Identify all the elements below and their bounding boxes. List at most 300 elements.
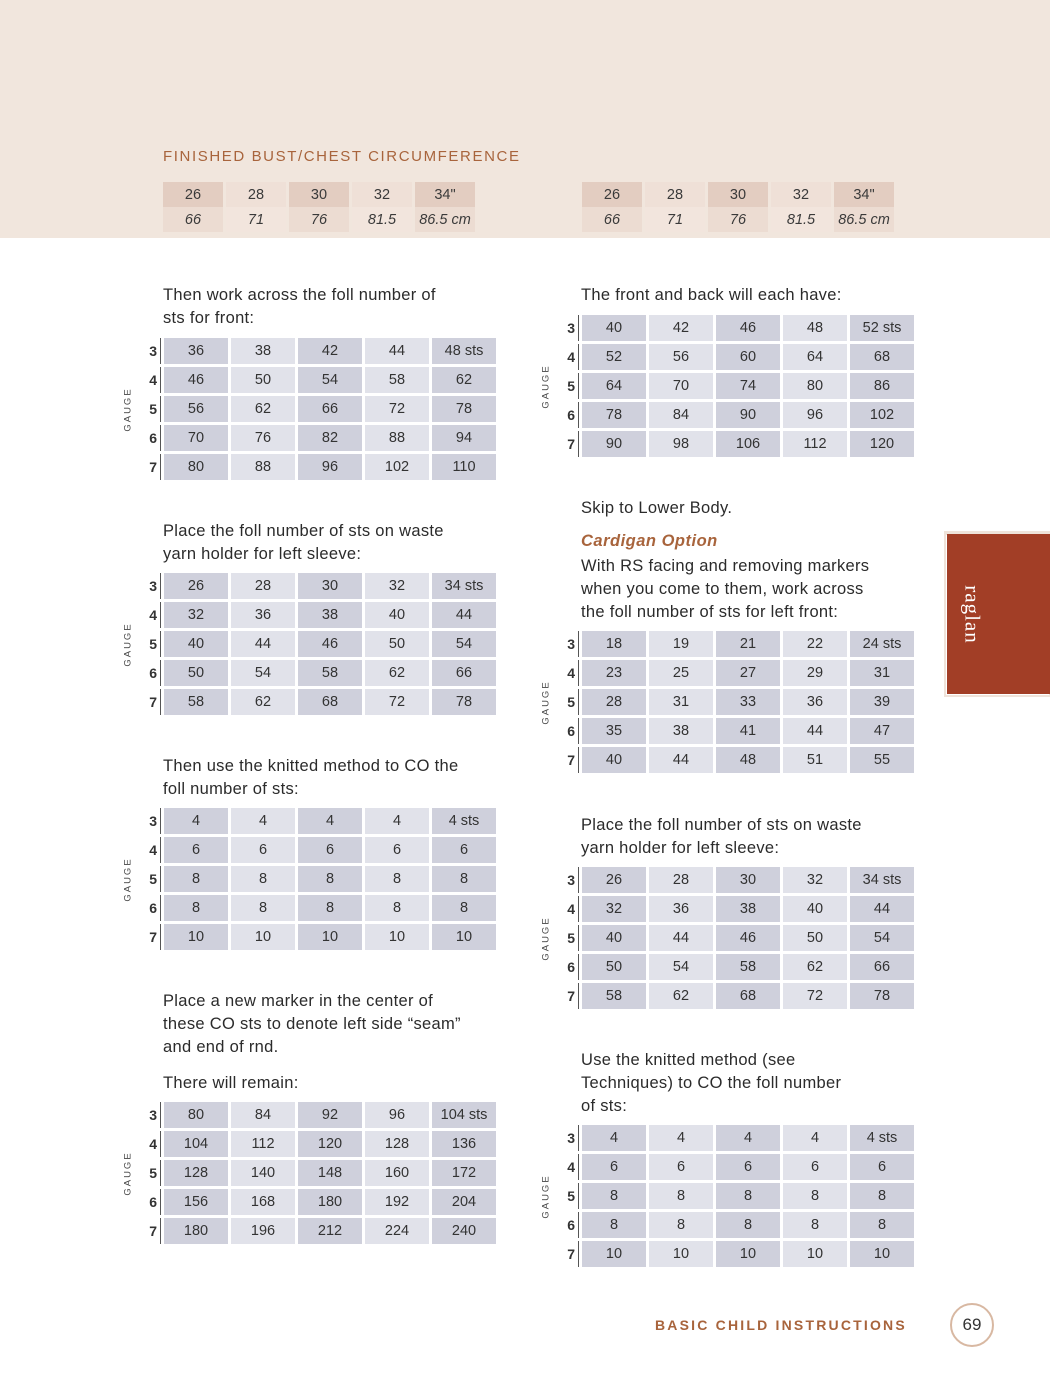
gauge-number: 7 xyxy=(139,689,161,715)
table-cell: 80 xyxy=(164,1102,228,1128)
table-row xyxy=(557,660,914,686)
table-cell: 50 xyxy=(582,954,646,980)
table-cell: 33 xyxy=(716,689,780,715)
size-in: 32 xyxy=(352,182,412,207)
table-cell: 10 xyxy=(298,924,362,950)
text-line: sts for front: xyxy=(163,309,255,327)
table-cell: 110 xyxy=(432,454,496,480)
table-cell: 44 xyxy=(783,718,847,744)
table-cell: 54 xyxy=(298,367,362,393)
gauge-number: 5 xyxy=(139,1160,161,1186)
text-line: yarn holder for left sleeve: xyxy=(163,545,362,563)
table-cell: 64 xyxy=(582,373,646,399)
size-in: 30 xyxy=(708,182,768,207)
table-cell: 25 xyxy=(649,660,713,686)
gauge-number: 4 xyxy=(557,1154,579,1180)
table-cell: 32 xyxy=(783,867,847,893)
gauge-number: 7 xyxy=(557,983,579,1009)
page-number: 69 xyxy=(950,1303,994,1347)
table-cell: 40 xyxy=(582,315,646,341)
table-cell: 6 xyxy=(432,837,496,863)
table-cell: 42 xyxy=(649,315,713,341)
gauge-number: 6 xyxy=(557,1212,579,1238)
table-cell: 46 xyxy=(164,367,228,393)
table-cell: 58 xyxy=(582,983,646,1009)
table-row xyxy=(139,338,496,364)
gauge-number: 7 xyxy=(557,747,579,773)
gauge-table xyxy=(136,335,499,483)
text-line: Use the knitted method (see xyxy=(581,1051,796,1069)
gauge-number: 3 xyxy=(139,808,161,834)
gauge-label: GAUGE xyxy=(122,622,134,667)
gauge-number: 6 xyxy=(557,402,579,428)
table-cell: 40 xyxy=(783,896,847,922)
table-row xyxy=(557,344,914,370)
size-in: 32 xyxy=(771,182,831,207)
table-row xyxy=(139,895,496,921)
table-cell: 40 xyxy=(365,602,429,628)
table-cell: 44 xyxy=(649,925,713,951)
table-cell: 62 xyxy=(432,367,496,393)
table-cell: 8 xyxy=(783,1212,847,1238)
text-line: Then use the knitted method to CO the xyxy=(163,757,459,775)
text-line: when you come to them, work across xyxy=(581,580,864,598)
table-cell: 172 xyxy=(432,1160,496,1186)
table-cell: 35 xyxy=(582,718,646,744)
table-cell: 10 xyxy=(716,1241,780,1267)
table-cell: 94 xyxy=(432,425,496,451)
table-cell: 48 xyxy=(716,747,780,773)
table-cell: 160 xyxy=(365,1160,429,1186)
gauge-number: 3 xyxy=(557,1125,579,1151)
table-cell: 51 xyxy=(783,747,847,773)
table-cell: 23 xyxy=(582,660,646,686)
table-cell: 21 xyxy=(716,631,780,657)
instruction-text xyxy=(581,814,862,860)
table-cell: 68 xyxy=(850,344,914,370)
table-cell: 52 xyxy=(582,344,646,370)
size-header-right xyxy=(579,182,897,232)
table-cell: 62 xyxy=(231,396,295,422)
table-row xyxy=(139,866,496,892)
gauge-number: 7 xyxy=(557,1241,579,1267)
gauge-number: 3 xyxy=(139,573,161,599)
gauge-number: 5 xyxy=(139,866,161,892)
table-row xyxy=(139,367,496,393)
table-cell: 32 xyxy=(582,896,646,922)
table-cell: 92 xyxy=(298,1102,362,1128)
table-cell: 224 xyxy=(365,1218,429,1244)
table-cell: 28 xyxy=(649,867,713,893)
table-cell: 32 xyxy=(365,573,429,599)
gauge-table xyxy=(554,312,917,460)
table-cell: 38 xyxy=(298,602,362,628)
table-cell: 180 xyxy=(298,1189,362,1215)
table-cell: 32 xyxy=(164,602,228,628)
table-cell: 62 xyxy=(783,954,847,980)
table-cell: 96 xyxy=(783,402,847,428)
table-cell: 38 xyxy=(716,896,780,922)
table-row xyxy=(139,425,496,451)
size-in: 28 xyxy=(645,182,705,207)
table-cell: 4 xyxy=(298,808,362,834)
gauge-number: 4 xyxy=(139,1131,161,1157)
gauge-number: 5 xyxy=(139,396,161,422)
table-cell: 6 xyxy=(716,1154,780,1180)
table-cell: 72 xyxy=(365,689,429,715)
table-cell: 44 xyxy=(649,747,713,773)
table-row xyxy=(557,431,914,457)
size-cm: 76 xyxy=(708,207,768,232)
table-row xyxy=(139,1102,496,1128)
gauge-number: 3 xyxy=(139,1102,161,1128)
table-cell: 38 xyxy=(231,338,295,364)
size-cm: 76 xyxy=(289,207,349,232)
table-cell: 10 xyxy=(850,1241,914,1267)
table-row xyxy=(557,867,914,893)
gauge-number: 4 xyxy=(557,896,579,922)
table-cell: 8 xyxy=(850,1183,914,1209)
table-cell: 54 xyxy=(231,660,295,686)
table-cell: 10 xyxy=(582,1241,646,1267)
table-cell: 6 xyxy=(231,837,295,863)
instruction-text xyxy=(163,755,458,801)
table-cell: 66 xyxy=(850,954,914,980)
gauge-number: 6 xyxy=(139,660,161,686)
gauge-number: 6 xyxy=(139,425,161,451)
cardigan-option-heading: Cardigan Option xyxy=(581,532,718,550)
text-line: Place the foll number of sts on waste xyxy=(581,816,862,834)
table-cell: 78 xyxy=(850,983,914,1009)
size-cm: 81.5 xyxy=(352,207,412,232)
table-row xyxy=(139,573,496,599)
table-cell: 102 xyxy=(365,454,429,480)
gauge-number: 3 xyxy=(139,338,161,364)
table-cell: 96 xyxy=(298,454,362,480)
table-cell: 50 xyxy=(783,925,847,951)
gauge-table xyxy=(554,864,917,1012)
table-cell: 36 xyxy=(164,338,228,364)
table-cell: 54 xyxy=(432,631,496,657)
text-line: and end of rnd. xyxy=(163,1038,279,1056)
table-cell: 84 xyxy=(231,1102,295,1128)
table-cell: 50 xyxy=(365,631,429,657)
table-cell: 102 xyxy=(850,402,914,428)
instruction-text xyxy=(163,520,444,566)
table-row xyxy=(557,925,914,951)
size-in: 26 xyxy=(582,182,642,207)
table-cell: 44 xyxy=(850,896,914,922)
table-cell: 40 xyxy=(164,631,228,657)
table-row xyxy=(139,602,496,628)
table-cell: 6 xyxy=(365,837,429,863)
gauge-number: 5 xyxy=(557,1183,579,1209)
table-row xyxy=(139,1189,496,1215)
table-cell: 44 xyxy=(365,338,429,364)
table-cell: 8 xyxy=(164,866,228,892)
text-line: foll number of sts: xyxy=(163,780,299,798)
gauge-number: 6 xyxy=(557,718,579,744)
table-cell: 8 xyxy=(850,1212,914,1238)
gauge-number: 6 xyxy=(557,954,579,980)
text-line: With RS facing and removing markers xyxy=(581,557,870,575)
section-title: FINISHED BUST/CHEST CIRCUMFERENCE xyxy=(163,148,521,165)
gauge-label: GAUGE xyxy=(540,364,552,409)
gauge-number: 3 xyxy=(557,631,579,657)
table-cell: 48 xyxy=(783,315,847,341)
table-cell: 112 xyxy=(783,431,847,457)
table-cell: 38 xyxy=(649,718,713,744)
table-cell: 10 xyxy=(164,924,228,950)
table-row xyxy=(557,315,914,341)
instruction-text xyxy=(163,284,436,330)
table-cell: 8 xyxy=(649,1212,713,1238)
table-cell: 62 xyxy=(365,660,429,686)
table-cell: 120 xyxy=(298,1131,362,1157)
table-cell: 106 xyxy=(716,431,780,457)
gauge-label: GAUGE xyxy=(122,857,134,902)
instruction-text xyxy=(581,555,869,624)
table-cell: 55 xyxy=(850,747,914,773)
size-in: 26 xyxy=(163,182,223,207)
table-row xyxy=(139,631,496,657)
table-cell: 6 xyxy=(582,1154,646,1180)
gauge-number: 5 xyxy=(557,925,579,951)
table-cell: 128 xyxy=(164,1160,228,1186)
table-cell: 8 xyxy=(432,895,496,921)
table-cell: 112 xyxy=(231,1131,295,1157)
table-cell: 88 xyxy=(231,454,295,480)
instruction-text: The front and back will each have: xyxy=(581,286,842,304)
table-cell: 8 xyxy=(164,895,228,921)
table-cell: 10 xyxy=(231,924,295,950)
table-cell: 41 xyxy=(716,718,780,744)
table-cell: 72 xyxy=(783,983,847,1009)
table-row xyxy=(557,1241,914,1267)
text-line: of sts: xyxy=(581,1097,628,1115)
table-cell: 6 xyxy=(783,1154,847,1180)
table-cell: 62 xyxy=(649,983,713,1009)
table-cell: 62 xyxy=(231,689,295,715)
table-row xyxy=(557,896,914,922)
table-cell: 31 xyxy=(850,660,914,686)
table-cell: 204 xyxy=(432,1189,496,1215)
table-cell: 30 xyxy=(298,573,362,599)
table-row xyxy=(139,837,496,863)
table-row xyxy=(557,1212,914,1238)
table-cell: 10 xyxy=(649,1241,713,1267)
table-cell: 90 xyxy=(716,402,780,428)
size-in: 28 xyxy=(226,182,286,207)
gauge-table xyxy=(136,570,499,718)
text-line: Techniques) to CO the foll number xyxy=(581,1074,842,1092)
table-cell: 168 xyxy=(231,1189,295,1215)
table-cell: 4 xyxy=(649,1125,713,1151)
table-cell: 26 xyxy=(582,867,646,893)
footer-title: BASIC CHILD INSTRUCTIONS xyxy=(655,1317,907,1333)
size-cm: 71 xyxy=(645,207,705,232)
table-row xyxy=(557,1154,914,1180)
table-cell: 84 xyxy=(649,402,713,428)
text-line: Place the foll number of sts on waste xyxy=(163,522,444,540)
table-cell: 4 xyxy=(716,1125,780,1151)
gauge-number: 4 xyxy=(139,837,161,863)
table-cell: 90 xyxy=(582,431,646,457)
table-cell: 42 xyxy=(298,338,362,364)
gauge-number: 5 xyxy=(557,689,579,715)
table-cell: 58 xyxy=(716,954,780,980)
size-cm: 66 xyxy=(582,207,642,232)
table-cell: 60 xyxy=(716,344,780,370)
table-cell: 44 xyxy=(432,602,496,628)
table-cell: 8 xyxy=(716,1183,780,1209)
table-row xyxy=(557,954,914,980)
size-in: 30 xyxy=(289,182,349,207)
table-cell: 66 xyxy=(298,396,362,422)
table-cell: 44 xyxy=(231,631,295,657)
gauge-number: 3 xyxy=(557,315,579,341)
text-line: Then work across the foll number of xyxy=(163,286,436,304)
table-cell: 68 xyxy=(298,689,362,715)
table-cell: 4 xyxy=(582,1125,646,1151)
gauge-table xyxy=(136,1099,499,1247)
table-cell: 192 xyxy=(365,1189,429,1215)
table-row xyxy=(139,924,496,950)
table-row xyxy=(557,747,914,773)
table-cell: 58 xyxy=(298,660,362,686)
text-line: Place a new marker in the center of xyxy=(163,992,434,1010)
table-cell: 76 xyxy=(231,425,295,451)
table-cell: 8 xyxy=(298,866,362,892)
table-cell: 24 sts xyxy=(850,631,914,657)
size-cm: 81.5 xyxy=(771,207,831,232)
table-row xyxy=(557,1183,914,1209)
table-cell: 78 xyxy=(432,689,496,715)
table-row xyxy=(557,1125,914,1151)
table-cell: 70 xyxy=(649,373,713,399)
table-row xyxy=(139,1160,496,1186)
table-cell: 34 sts xyxy=(850,867,914,893)
gauge-number: 7 xyxy=(557,431,579,457)
gauge-number: 4 xyxy=(557,344,579,370)
gauge-number: 6 xyxy=(139,895,161,921)
instruction-text: Skip to Lower Body. xyxy=(581,499,733,517)
table-row xyxy=(557,373,914,399)
table-cell: 86 xyxy=(850,373,914,399)
table-cell: 6 xyxy=(164,837,228,863)
table-cell: 4 xyxy=(783,1125,847,1151)
table-cell: 29 xyxy=(783,660,847,686)
table-row xyxy=(139,454,496,480)
gauge-label: GAUGE xyxy=(540,1174,552,1219)
table-cell: 98 xyxy=(649,431,713,457)
table-cell: 104 xyxy=(164,1131,228,1157)
table-cell: 8 xyxy=(582,1183,646,1209)
table-cell: 36 xyxy=(783,689,847,715)
table-cell: 54 xyxy=(649,954,713,980)
table-cell: 72 xyxy=(365,396,429,422)
gauge-number: 7 xyxy=(139,1218,161,1244)
table-cell: 8 xyxy=(365,866,429,892)
table-cell: 4 xyxy=(164,808,228,834)
table-cell: 47 xyxy=(850,718,914,744)
table-cell: 46 xyxy=(716,315,780,341)
table-cell: 80 xyxy=(164,454,228,480)
table-row xyxy=(139,689,496,715)
text-line: these CO sts to denote left side “seam” xyxy=(163,1015,461,1033)
gauge-label: GAUGE xyxy=(540,680,552,725)
size-cm: 86.5 cm xyxy=(834,207,894,232)
table-cell: 56 xyxy=(164,396,228,422)
table-cell: 19 xyxy=(649,631,713,657)
table-row xyxy=(139,396,496,422)
table-cell: 8 xyxy=(649,1183,713,1209)
table-cell: 78 xyxy=(432,396,496,422)
table-cell: 10 xyxy=(432,924,496,950)
table-cell: 8 xyxy=(231,895,295,921)
table-cell: 10 xyxy=(365,924,429,950)
table-row xyxy=(557,983,914,1009)
table-row xyxy=(139,1131,496,1157)
gauge-number: 7 xyxy=(139,924,161,950)
table-cell: 40 xyxy=(582,747,646,773)
table-cell: 22 xyxy=(783,631,847,657)
table-cell: 240 xyxy=(432,1218,496,1244)
table-cell: 36 xyxy=(231,602,295,628)
gauge-table xyxy=(554,628,917,776)
size-in: 34" xyxy=(834,182,894,207)
table-cell: 26 xyxy=(164,573,228,599)
table-cell: 34 sts xyxy=(432,573,496,599)
gauge-label: GAUGE xyxy=(122,387,134,432)
table-cell: 4 xyxy=(365,808,429,834)
table-cell: 4 xyxy=(231,808,295,834)
text-line: the foll number of sts for left front: xyxy=(581,603,839,621)
table-cell: 8 xyxy=(432,866,496,892)
table-cell: 54 xyxy=(850,925,914,951)
table-row xyxy=(557,402,914,428)
table-cell: 70 xyxy=(164,425,228,451)
table-cell: 88 xyxy=(365,425,429,451)
table-cell: 6 xyxy=(298,837,362,863)
gauge-table xyxy=(136,805,499,953)
table-cell: 212 xyxy=(298,1218,362,1244)
table-row xyxy=(139,808,496,834)
table-cell: 4 sts xyxy=(850,1125,914,1151)
table-cell: 128 xyxy=(365,1131,429,1157)
gauge-label: GAUGE xyxy=(122,1151,134,1196)
table-cell: 56 xyxy=(649,344,713,370)
gauge-number: 6 xyxy=(139,1189,161,1215)
table-cell: 148 xyxy=(298,1160,362,1186)
table-row xyxy=(557,689,914,715)
table-cell: 31 xyxy=(649,689,713,715)
text-line: yarn holder for left sleeve: xyxy=(581,839,780,857)
instruction-text xyxy=(581,1049,841,1118)
table-cell: 30 xyxy=(716,867,780,893)
size-header-left xyxy=(160,182,478,232)
table-row xyxy=(139,660,496,686)
table-cell: 28 xyxy=(231,573,295,599)
instruction-text xyxy=(163,990,461,1059)
table-cell: 50 xyxy=(164,660,228,686)
table-cell: 104 sts xyxy=(432,1102,496,1128)
table-cell: 46 xyxy=(716,925,780,951)
table-cell: 196 xyxy=(231,1218,295,1244)
chapter-tab-text: raglan xyxy=(960,584,985,644)
instruction-text: There will remain: xyxy=(163,1074,299,1092)
table-cell: 8 xyxy=(365,895,429,921)
